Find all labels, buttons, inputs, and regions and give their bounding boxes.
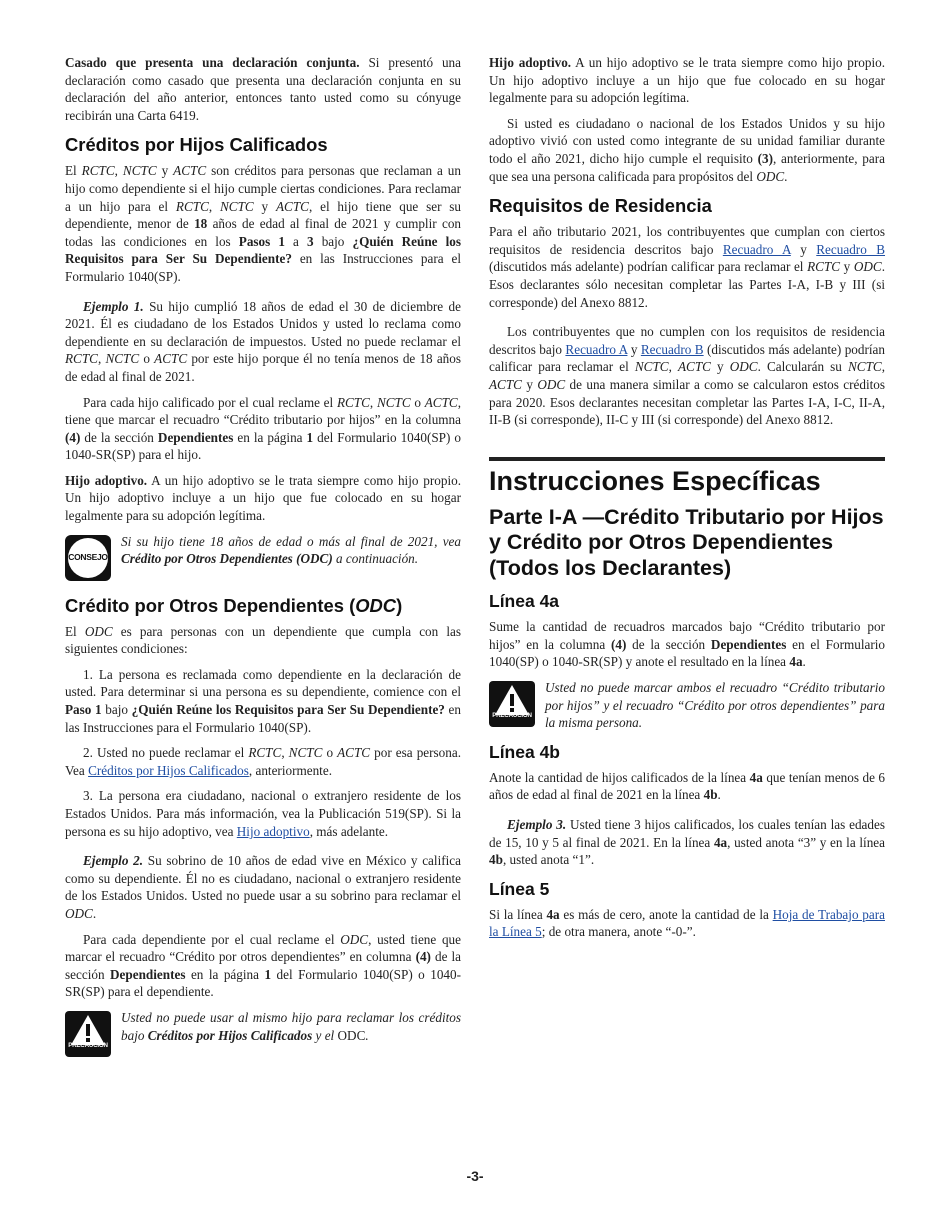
precaucion-text-right: Usted no puede marcar ambos el recuadro “Crédito tributario por hijos” y el recuadro “Crédito por otros dependientes” para la misma persona. bbox=[545, 679, 885, 731]
linea-4a-paragraph: Sume la cantidad de recuadros marcados bajo “Crédito tributario por hijos” en la columna (4) de la sección Dependientes en el Formulario 1040(SP) o 1040-SR(SP) y anote el resultado en la línea 4a. bbox=[489, 619, 885, 670]
consejo-note bbox=[65, 533, 461, 581]
odc-heading: Crédito por Otros Dependientes (ODC) bbox=[65, 594, 403, 616]
page-number: -3- bbox=[466, 1168, 484, 1184]
hijo-adoptivo-paragraph: Hijo adoptivo. A un hijo adoptivo se le trata siempre como hijo propio. Un hijo adoptivo incluye a un hijo que fue colocado en su hogar legalmente para su adopción legítima. bbox=[65, 472, 461, 524]
linea-5-paragraph: Si la línea 4a es más de cero, anote la cantidad de la Hoja de Trabajo para la Línea 5; de otra manera, anote “-0-”. bbox=[489, 906, 885, 940]
recuadro-a-link[interactable]: Recuadro A bbox=[722, 241, 791, 257]
ciudadano-paragraph: Si usted es ciudadano o nacional de los Estados Unidos y su hijo adoptivo vivió con usted como integrante de su unidad familiar durante todo el año 2021, dicho hijo cumple el requisito (3), anteriormente, para que sea una persona calificada para propósitos del ODC. bbox=[489, 115, 885, 184]
residencia-paragraph-2: Los contribuyentes que no cumplen con los requisitos de residencia descritos bajo Recuadro A y Recuadro B (discutidos más adelante) podrían calificar para reclamar el NCTC, ACTC y ODC. Calcularán su NCTC, ACTC y ODC de una manera similar a como se calcularon estos créditos para 2020. Esos declarantes necesitan completar las Partes I-A, I-C, II-A, II-B (si corresponde), II-C y III (si corresponde) del Anexo 8812. bbox=[489, 324, 886, 428]
precaucion-text-left: Usted no puede usar al mismo hijo para reclamar los créditos bajo Créditos por Hijos Calificados y el ODC. bbox=[121, 1009, 461, 1043]
casado-paragraph: Casado que presenta una declaración conjunta. Si presentó una declaración como casado que presenta una declaración conjunta en su declaración del año anterior, entonces tanto usted como su cónyuge recibirán una Carta 6419. bbox=[65, 55, 462, 123]
right-column bbox=[489, 54, 885, 949]
precaucion-note-left bbox=[65, 1009, 461, 1057]
caution-icon: PRECAUCIÓN bbox=[489, 679, 537, 727]
instrucciones-title: Instrucciones Específicas bbox=[489, 457, 885, 497]
hijo-adoptivo-paragraph-right: Hijo adoptivo. A un hijo adoptivo se le trata siempre como hijo propio. Un hijo adoptivo incluye a un hijo que fue colocado en su hogar legalmente para su adopción legítima. bbox=[489, 55, 885, 106]
odc-reclamar-paragraph: Para cada dependiente por el cual reclame el ODC, usted tiene que marcar el recuadro “Crédito por otros dependientes” en columna (4) de la sección Dependientes en la página 1 del Formulario 1040(SP) o 1040-SR(SP) para el dependiente. bbox=[65, 931, 462, 1000]
linea-4b-paragraph: Anote la cantidad de hijos calificados de la línea 4a que tenían menos de 6 años de edad al final de 2021 en la línea 4b. bbox=[489, 769, 886, 803]
reclamar-paragraph: Para cada hijo calificado por el cual reclame el RCTC, NCTC o ACTC, tiene que marcar el recuadro “Crédito tributario por hijos” en la columna (4) de la sección Dependientes en la página 1 del Formulario 1040(SP) o 1040-SR(SP) para el hijo. bbox=[65, 394, 462, 463]
hoja-de-trabajo-link[interactable]: Hoja de Trabajo para la Línea 5 bbox=[489, 906, 885, 940]
odc-condition-1: 1. La persona es reclamada como dependiente en la declaración de usted. Para determinar si una persona es su dependiente, comience con el Paso 1 bajo ¿Quién Reúne los Requisitos para Ser Su Dependiente? en las Instrucciones para el Formulario 1040(SP). bbox=[65, 666, 462, 735]
residencia-heading: Requisitos de Residencia bbox=[489, 195, 712, 217]
recuadro-b-link[interactable]: Recuadro B bbox=[816, 241, 886, 257]
recuadro-a-link-2[interactable]: Recuadro A bbox=[565, 341, 628, 357]
caution-icon: PRECAUCIÓN bbox=[65, 1009, 113, 1057]
linea-4b-heading: Línea 4b bbox=[489, 741, 560, 762]
consejo-icon: CONSEJO bbox=[65, 533, 113, 581]
creditos-paragraph: El RCTC, NCTC y ACTC son créditos para personas que reclaman a un hijo como dependiente si el hijo cumple ciertas condiciones. Para reclamar a un hijo para el RCTC, NCTC y ACTC, el hijo tiene que ser su dependiente, menor de 18 años de edad al final de 2021 y cumplir con todas las condiciones en los Pasos 1 a 3 bajo ¿Quién Reúne los Requisitos para Ser Su Dependiente? en las Instrucciones para el Formulario 1040(SP). bbox=[65, 163, 462, 284]
left-column bbox=[65, 54, 461, 1067]
linea-5-heading: Línea 5 bbox=[489, 878, 550, 899]
creditos-heading: Créditos por Hijos Calificados bbox=[65, 134, 328, 156]
odc-condition-2: 2. Usted no puede reclamar el RCTC, NCTC o ACTC por esa persona. Vea Créditos por Hijos Calificados, anteriormente. bbox=[65, 745, 462, 778]
odc-condition-3: 3. La persona era ciudadano, nacional o extranjero residente de los Estados Unidos. Para más información, vea la Publicación 519(SP). Si la persona es su hijo adoptivo, vea Hijo adoptivo, más adelante. bbox=[65, 788, 461, 839]
residencia-paragraph-1: Para el año tributario 2021, los contribuyentes que cumplan con ciertos requisitos de residencia descritos bajo Recuadro A y Recuadro B (discutidos más adelante) podrían calificar para reclamar el RCTC y ODC. Esos declarantes sólo necesitan completar las Partes I-A, I-B y III (si corresponde) del Anexo 8812. bbox=[489, 224, 886, 310]
precaucion-note-right bbox=[489, 679, 885, 732]
parte-ia-title: Parte I-A —Crédito Tributario por Hijos y Crédito por Otros Dependientes (Todos los Declarantes) bbox=[489, 504, 884, 580]
hijo-adoptivo-link[interactable]: Hijo adoptivo bbox=[236, 823, 310, 839]
recuadro-b-link-2[interactable]: Recuadro B bbox=[640, 341, 704, 357]
odc-intro-paragraph: El ODC es para personas con un dependiente que cumpla con las siguientes condiciones: bbox=[65, 623, 461, 657]
ejemplo-2-paragraph: Ejemplo 2. Su sobrino de 10 años de edad vive en México y califica como su dependiente. Él no es ciudadano, nacional o extranjero residente de los Estados Unidos. Usted no puede usar a su sobrino para reclamar el ODC. bbox=[65, 853, 461, 921]
linea-4a-heading: Línea 4a bbox=[489, 591, 560, 612]
creditos-hijos-link[interactable]: Créditos por Hijos Calificados bbox=[88, 762, 249, 778]
ejemplo-1-paragraph: Ejemplo 1. Su hijo cumplió 18 años de edad el 30 de diciembre de 2021. Él es ciudadano de los Estados Unidos y usted lo reclama como dependiente en su declaración de impuestos. Usted no puede reclamar el RCTC, NCTC o ACTC por este hijo porque él no tenía menos de 18 años de edad al final de 2021. bbox=[65, 298, 461, 384]
ejemplo-3-paragraph: Ejemplo 3. Usted tiene 3 hijos calificados, los cuales tenían las edades de 15, 10 y 5 al final de 2021. En la línea 4a, usted anota “3” y en la línea 4b, usted anota “1”. bbox=[489, 816, 885, 868]
consejo-text: Si su hijo tiene 18 años de edad o más al final de 2021, vea Crédito por Otros Dependientes (ODC) a continuación. bbox=[121, 533, 461, 567]
